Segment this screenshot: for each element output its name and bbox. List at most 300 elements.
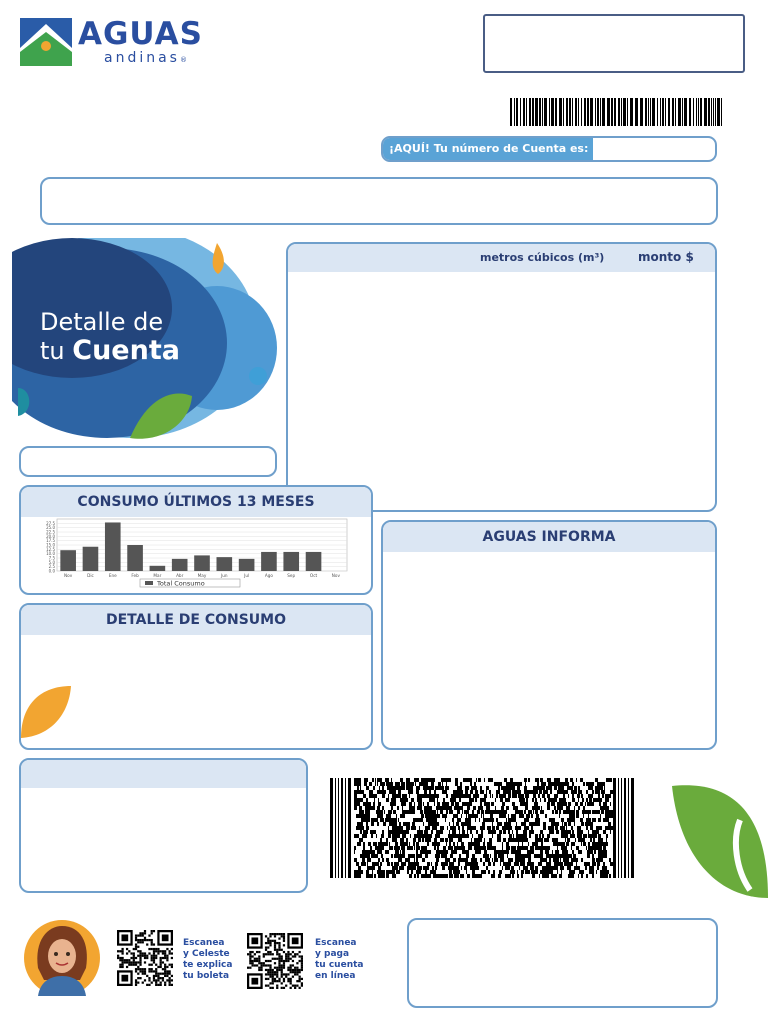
qr-module [301, 985, 303, 987]
barcode-bar [708, 98, 710, 126]
pdf417-module [529, 790, 532, 794]
pdf417-module [536, 802, 538, 806]
pdf417-module [594, 862, 596, 866]
pdf417-module [599, 826, 602, 830]
pdf417-module [540, 778, 543, 782]
qr-finder-core [121, 934, 128, 941]
pdf417-module [427, 806, 428, 810]
pdf417-module [393, 810, 395, 814]
pdf417-module [408, 854, 411, 858]
pdf417-module [468, 842, 471, 846]
pdf417-module [557, 842, 559, 846]
qr-module [155, 973, 157, 975]
pdf417-module [494, 850, 496, 854]
qr-module [269, 942, 271, 944]
logo-subname [104, 50, 187, 66]
pdf417-module [603, 806, 606, 810]
qr-module [283, 962, 285, 964]
pdf417-module [589, 798, 592, 802]
pdf417-module [393, 790, 395, 794]
pdf417-module [381, 834, 384, 838]
pdf417-module [569, 870, 571, 874]
pdf417-module [595, 850, 596, 854]
qr-module [292, 964, 294, 966]
pdf417-module [506, 862, 508, 866]
pdf417-module [380, 818, 382, 822]
pdf417-module [493, 870, 495, 874]
pdf417-module [446, 782, 447, 786]
qr-module [139, 968, 141, 970]
pdf417-module [433, 826, 435, 830]
pdf417-module [380, 862, 382, 866]
pdf417-module [441, 854, 443, 858]
pdf417-module [503, 790, 504, 794]
qr-module [256, 964, 258, 966]
pdf417-module [456, 822, 459, 826]
pdf417-module [500, 858, 503, 862]
pdf417-module [459, 806, 460, 810]
pdf417-module [591, 802, 594, 806]
pdf417-module [398, 806, 399, 810]
pdf417-module [580, 818, 583, 822]
qr-module [258, 967, 260, 969]
pdf417-module [378, 870, 380, 874]
pdf417-module [421, 802, 422, 806]
pdf417-module [557, 846, 558, 850]
pdf417-module [442, 850, 444, 854]
pdf417-module [577, 830, 580, 834]
qr-module [269, 982, 271, 984]
pdf417-module [507, 786, 509, 790]
qr-module [267, 942, 269, 944]
pdf417-module [360, 842, 361, 846]
pdf417-module [548, 850, 549, 854]
qr-code-boleta[interactable] [113, 930, 177, 986]
pdf417-module [582, 838, 584, 842]
qr-module [290, 967, 292, 969]
pdf417-module [463, 778, 466, 782]
pdf417-module [513, 838, 515, 842]
pdf417-module [455, 802, 458, 806]
pdf417-module [363, 810, 364, 814]
pdf417-module [551, 854, 553, 858]
pdf417-module [371, 854, 374, 858]
x-tick-label: Feb [131, 573, 139, 578]
pdf417-module [466, 822, 468, 826]
pdf417-module [603, 802, 606, 806]
qr-module [160, 973, 162, 975]
barcode-bar [572, 98, 573, 126]
pdf417-module [386, 874, 389, 878]
pdf417-module [436, 858, 439, 862]
pdf417-module [569, 802, 571, 806]
pdf417-module [505, 866, 508, 870]
pdf417-module [354, 846, 356, 850]
pdf417-module [605, 810, 607, 814]
payment-info-header [21, 760, 306, 788]
pdf417-module [354, 874, 356, 878]
pdf417-module [566, 858, 569, 862]
pdf417-module [528, 842, 529, 846]
pdf417-module [483, 854, 486, 858]
pdf417-module [411, 826, 412, 830]
qr-module [274, 962, 276, 964]
pdf417-module [398, 790, 400, 794]
pdf417-module [541, 806, 542, 810]
pdf417-module [435, 866, 437, 870]
qr-module [169, 950, 171, 952]
pdf417-guard-bar [335, 778, 336, 878]
pdf417-module [533, 866, 534, 870]
pdf417-module [539, 790, 542, 794]
pdf417-module [359, 826, 361, 830]
pdf417-module [403, 842, 406, 846]
barcode-bar [665, 98, 666, 126]
pdf417-module [526, 798, 528, 802]
pdf417-module [567, 778, 568, 782]
pdf417-module [399, 782, 400, 786]
pdf417-module [457, 834, 459, 838]
pdf417-module [529, 810, 532, 814]
pdf417-module [369, 850, 370, 854]
celeste-avatar [20, 920, 104, 996]
pdf417-module [598, 850, 599, 854]
pdf417-module [541, 782, 543, 786]
pdf417-module [482, 822, 484, 826]
pdf417-module [499, 786, 500, 790]
pdf417-module [442, 866, 445, 870]
qr-module [278, 942, 280, 944]
pdf417-module [360, 806, 362, 810]
pdf417-module [451, 850, 454, 854]
pdf417-module [442, 814, 445, 818]
pdf417-module [436, 814, 438, 818]
pdf417-module [529, 850, 531, 854]
qr-module [294, 955, 296, 957]
pdf417-module [554, 866, 556, 870]
pdf417-module [484, 778, 485, 782]
qr-module [294, 971, 296, 973]
qr-module [139, 977, 141, 979]
pdf417-module [449, 830, 450, 834]
pdf417-module [391, 854, 393, 858]
charges-box [286, 242, 717, 512]
pdf417-module [431, 830, 433, 834]
pdf417-module [572, 870, 574, 874]
pdf417-module [380, 814, 382, 818]
pdf417-module [571, 790, 574, 794]
pdf417-module [504, 794, 506, 798]
qr-module [135, 968, 137, 970]
pdf417-module [357, 842, 360, 846]
qr-code-pago[interactable] [243, 933, 307, 989]
pdf417-module [399, 846, 400, 850]
pdf417-module [473, 874, 476, 878]
pdf417-module [424, 834, 427, 838]
pdf417-module [520, 802, 523, 806]
pdf417-module [372, 790, 373, 794]
pdf417-module [535, 838, 537, 842]
pdf417-module [374, 818, 376, 822]
pdf417-module [440, 850, 441, 854]
pdf417-module [581, 822, 584, 826]
pdf417-module [487, 826, 490, 830]
pdf417-module [377, 806, 380, 810]
pdf417-module [476, 830, 478, 834]
pdf417-module [392, 818, 394, 822]
pdf417-module [541, 786, 544, 790]
pdf417-module [487, 858, 490, 862]
pdf417-module [484, 838, 485, 842]
pdf417-module [508, 782, 511, 786]
pdf417-module [554, 798, 557, 802]
pdf417-module [484, 850, 486, 854]
pdf417-module [557, 778, 560, 782]
pdf417-module [357, 790, 360, 794]
pdf417-module [447, 826, 448, 830]
hero-dot [249, 367, 267, 385]
pdf417-module [379, 810, 382, 814]
pdf417-module [475, 794, 478, 798]
pdf417-module [493, 830, 496, 834]
qr-module [276, 967, 278, 969]
pdf417-barcode [330, 778, 635, 878]
pdf417-module [396, 814, 397, 818]
qr-module [267, 978, 269, 980]
pdf417-module [600, 814, 601, 818]
qr-module [265, 953, 267, 955]
pdf417-module [477, 810, 480, 814]
pdf417-module [385, 818, 387, 822]
pdf417-module [445, 838, 448, 842]
pdf417-module [371, 806, 372, 810]
pdf417-module [598, 794, 600, 798]
hero-title-cuenta: Cuenta [72, 335, 180, 366]
qr-module [137, 941, 139, 943]
pdf417-module [547, 794, 550, 798]
pdf417-module [604, 874, 607, 878]
pdf417-module [540, 838, 542, 842]
qr-module [269, 953, 271, 955]
pdf417-module [608, 822, 611, 826]
qr-module [171, 948, 173, 950]
pdf417-module [520, 854, 523, 858]
pdf417-module [465, 858, 467, 862]
qr-module [151, 932, 153, 934]
pdf417-module [417, 834, 419, 838]
pdf417-module [427, 842, 429, 846]
pdf417-module [405, 822, 408, 826]
pdf417-module [513, 846, 516, 850]
pdf417-module [368, 818, 370, 822]
pdf417-module [574, 822, 575, 826]
pdf417-module [440, 810, 441, 814]
pdf417-module [488, 830, 490, 834]
pdf417-module [418, 802, 421, 806]
pdf417-module [518, 826, 521, 830]
pdf417-module [360, 822, 363, 826]
pdf417-module [497, 838, 500, 842]
qr-module [119, 964, 121, 966]
pdf417-module [602, 782, 605, 786]
pdf417-module [508, 830, 510, 834]
pdf417-module [386, 838, 388, 842]
pdf417-module [386, 858, 389, 862]
qr-module [265, 960, 267, 962]
qr-module [169, 964, 171, 966]
pdf417-module [357, 802, 360, 806]
qr-module [146, 939, 148, 941]
pdf417-module [428, 838, 431, 842]
pdf417-module [550, 778, 551, 782]
qr-module [148, 984, 150, 986]
qr-module [287, 969, 289, 971]
pdf417-module [568, 810, 571, 814]
pdf417-module [538, 786, 541, 790]
pdf417-module [491, 838, 492, 842]
pdf417-module [510, 826, 511, 830]
pdf417-module [415, 782, 416, 786]
pdf417-module [386, 870, 389, 874]
pdf417-module [449, 810, 452, 814]
pdf417-module [556, 854, 559, 858]
qr-module [283, 933, 285, 935]
qr-module [148, 948, 150, 950]
pdf417-module [439, 850, 440, 854]
pdf417-module [488, 870, 490, 874]
pdf417-module [503, 858, 504, 862]
pdf417-module [385, 778, 387, 782]
pdf417-module [592, 830, 594, 834]
pdf417-module [434, 798, 435, 802]
pdf417-module [448, 834, 451, 838]
pdf417-module [598, 786, 601, 790]
qr-module [249, 951, 251, 953]
qr-module [249, 960, 251, 962]
pdf417-module [436, 786, 439, 790]
qr-module [117, 955, 119, 957]
pdf417-module [468, 822, 470, 826]
pdf417-module [490, 826, 491, 830]
pdf417-module [596, 870, 597, 874]
pdf417-module [603, 846, 606, 850]
pdf417-module [450, 826, 453, 830]
barcode-bar [581, 98, 582, 126]
total-payment-box [407, 918, 718, 1008]
pdf417-module [558, 786, 560, 790]
barcode-bar [672, 98, 674, 126]
qr-module [283, 940, 285, 942]
pdf417-module [374, 874, 376, 878]
pdf417-module [542, 834, 544, 838]
pdf417-module [370, 846, 372, 850]
pdf417-module [465, 862, 466, 866]
qr-module [117, 950, 119, 952]
pdf417-module [372, 794, 374, 798]
barcode-bar [652, 98, 655, 126]
qr-module [269, 960, 271, 962]
qr-module [139, 955, 141, 957]
pdf417-module [400, 850, 401, 854]
pdf417-module [465, 834, 466, 838]
pdf417-module [379, 786, 380, 790]
pdf417-module [525, 846, 527, 850]
pdf417-module [378, 858, 380, 862]
pdf417-module [575, 858, 578, 862]
pdf417-module [529, 834, 531, 838]
pdf417-module [457, 782, 458, 786]
pdf417-module [437, 846, 439, 850]
pdf417-module [555, 810, 558, 814]
qr-module [260, 967, 262, 969]
pdf417-module [584, 862, 586, 866]
pdf417-module [386, 798, 387, 802]
pdf417-module [357, 822, 360, 826]
pdf417-module [382, 818, 384, 822]
pdf417-module [405, 830, 408, 834]
pdf417-module [558, 862, 560, 866]
green-leaf-icon [670, 780, 768, 900]
qr-module [142, 941, 144, 943]
pdf417-module [457, 818, 459, 822]
consumption-bar [217, 557, 233, 571]
pdf417-module [584, 834, 585, 838]
pdf417-module [480, 798, 481, 802]
pdf417-module [483, 842, 485, 846]
consumption-bar [283, 552, 299, 571]
qr-module [299, 969, 301, 971]
barcode-bar [544, 98, 547, 126]
pdf417-module [391, 822, 394, 826]
pdf417-module [410, 866, 413, 870]
pdf417-module [546, 874, 549, 878]
pdf417-module [453, 858, 455, 862]
pdf417-module [368, 850, 369, 854]
pdf417-module [412, 862, 413, 866]
barcode-bar [689, 98, 691, 126]
qr-module [265, 942, 267, 944]
pdf417-module [450, 866, 452, 870]
qr-module [133, 959, 135, 961]
pdf417-module [537, 870, 538, 874]
pdf417-module [436, 822, 439, 826]
pdf417-module [543, 822, 546, 826]
pdf417-module [575, 838, 576, 842]
qr-module [119, 966, 121, 968]
pdf417-module [520, 810, 523, 814]
pdf417-module [408, 826, 410, 830]
pdf417-module [388, 814, 391, 818]
pdf417-module [507, 854, 508, 858]
qr-module [283, 973, 285, 975]
pdf417-module [463, 874, 464, 878]
pdf417-module [417, 846, 420, 850]
pdf417-module [542, 874, 543, 878]
pdf417-module [564, 802, 567, 806]
qr-module [287, 967, 289, 969]
qr-module [164, 968, 166, 970]
pdf417-guard-bar [618, 778, 619, 878]
qr-module [294, 953, 296, 955]
pdf417-module [402, 834, 404, 838]
pdf417-module [378, 846, 381, 850]
pdf417-module [535, 846, 537, 850]
pdf417-module [416, 786, 419, 790]
barcode-bar [510, 98, 512, 126]
qr-module [274, 940, 276, 942]
qr-module [137, 973, 139, 975]
qr-module [278, 949, 280, 951]
